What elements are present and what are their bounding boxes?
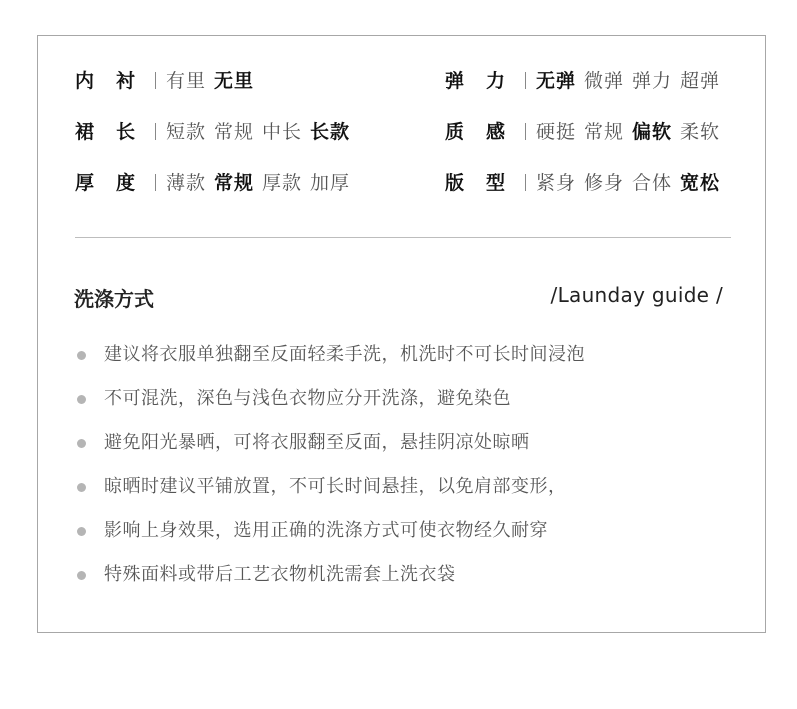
- list-item-text: 不可混洗，深色与浅色衣物应分开洗涤，避免染色: [104, 388, 511, 409]
- option: 超弹: [680, 70, 721, 92]
- list-item-text: 特殊面料或带后工艺衣物机洗需套上洗衣袋: [104, 564, 456, 585]
- bullet-dot-icon: [77, 527, 86, 536]
- attr-label: 弹 力: [445, 70, 506, 92]
- list-item-text: 避免阳光暴晒，可将衣服翻至反面，悬挂阴凉处晾晒: [104, 432, 530, 453]
- option: 微弹: [584, 70, 625, 92]
- list-item-text: 建议将衣服单独翻至反面轻柔手洗，机洗时不可长时间浸泡: [104, 344, 585, 365]
- care-title: 洗涤方式: [74, 287, 154, 311]
- option: 紧身: [536, 172, 577, 194]
- option: 短款: [166, 121, 207, 143]
- bullet-dot-icon: [77, 439, 86, 448]
- attr-row-elasticity: [445, 66, 728, 96]
- bullet-dot-icon: [77, 395, 86, 404]
- option-selected: 宽松: [680, 172, 721, 194]
- section-divider: [75, 237, 731, 238]
- separator: [155, 123, 156, 140]
- option: 有里: [166, 70, 207, 92]
- option: 硬挺: [536, 121, 577, 143]
- bullet-dot-icon: [77, 571, 86, 580]
- option-selected: 无弹: [536, 70, 577, 92]
- option-selected: 偏软: [632, 121, 673, 143]
- care-subtitle: /Launday guide /: [550, 283, 723, 307]
- option-selected: 长款: [310, 121, 351, 143]
- option: 薄款: [166, 172, 207, 194]
- attr-row-thickness: [75, 168, 358, 198]
- attr-label: 裙 长: [75, 121, 136, 143]
- attr-row-texture: [445, 117, 728, 147]
- option: 常规: [584, 121, 625, 143]
- option-selected: 常规: [214, 172, 255, 194]
- attr-label: 版 型: [445, 172, 506, 194]
- product-info-card: [37, 35, 766, 633]
- list-item: [76, 473, 585, 517]
- list-item: [76, 429, 585, 473]
- attr-row-length: [75, 117, 358, 147]
- option: 常规: [214, 121, 255, 143]
- separator: [525, 72, 526, 89]
- separator: [155, 72, 156, 89]
- attr-label: 厚 度: [75, 172, 136, 194]
- bullet-dot-icon: [77, 351, 86, 360]
- option: 中长: [262, 121, 303, 143]
- list-item-text: 影响上身效果，选用正确的洗涤方式可使衣物经久耐穿: [104, 520, 548, 541]
- list-item-text: 晾晒时建议平铺放置，不可长时间悬挂，以免肩部变形，: [104, 476, 567, 497]
- attr-row-lining: [75, 66, 262, 96]
- list-item: [76, 517, 585, 561]
- list-item: [76, 341, 585, 385]
- bullet-dot-icon: [77, 483, 86, 492]
- attr-label: 质 感: [445, 121, 506, 143]
- list-item: [76, 561, 585, 605]
- separator: [525, 123, 526, 140]
- option-selected: 无里: [214, 70, 255, 92]
- attr-row-fit: [445, 168, 728, 198]
- separator: [525, 174, 526, 191]
- option: 加厚: [310, 172, 351, 194]
- care-instructions-list: [76, 341, 585, 605]
- option: 厚款: [262, 172, 303, 194]
- list-item: [76, 385, 585, 429]
- attr-label: 内 衬: [75, 70, 136, 92]
- separator: [155, 174, 156, 191]
- option: 修身: [584, 172, 625, 194]
- option: 柔软: [680, 121, 721, 143]
- option: 弹力: [632, 70, 673, 92]
- option: 合体: [632, 172, 673, 194]
